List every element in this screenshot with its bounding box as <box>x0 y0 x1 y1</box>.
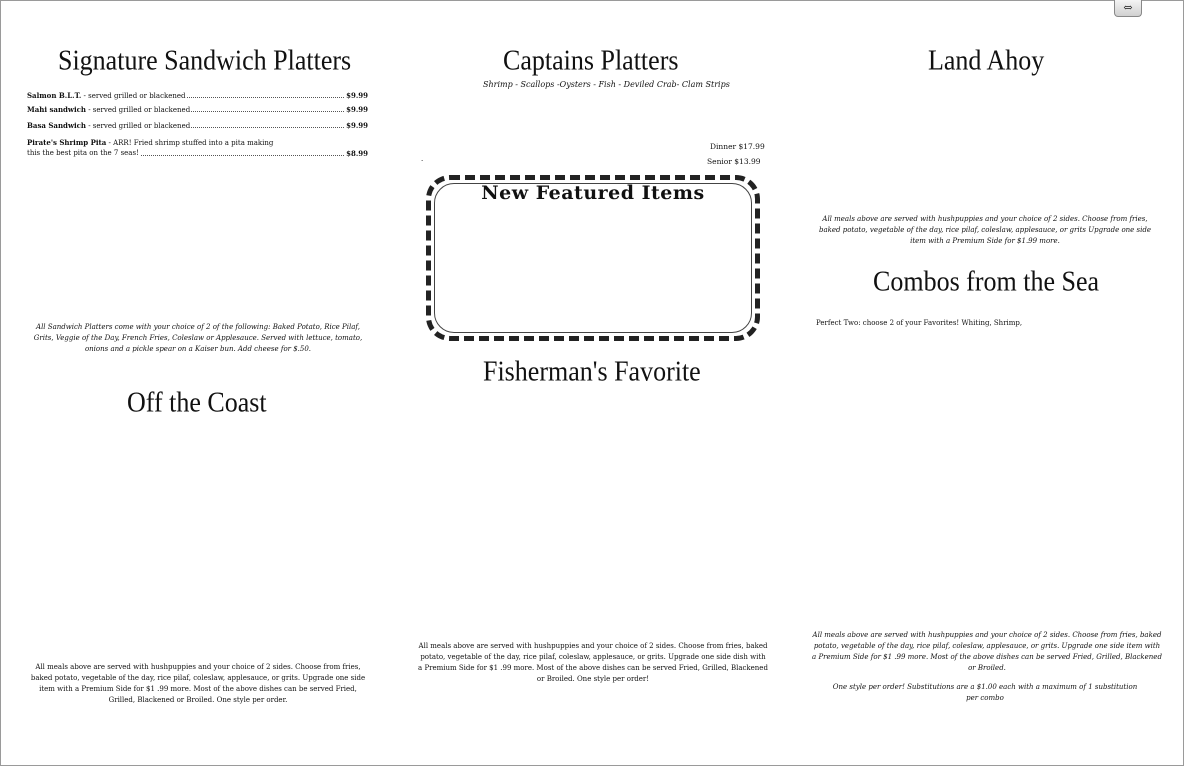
item-title: Mahi sandwich <box>27 105 86 114</box>
combo-note-2: One style per order! Substitutions are a $1.00 each with a maximum of 1 substitution per combo <box>832 683 1138 702</box>
item-price: $9.99 <box>346 121 368 130</box>
section-title-captains-platters: Captains Platters <box>503 44 679 77</box>
item-title: Salmon B.L.T. <box>27 91 82 100</box>
captains-dinner-price: Dinner $17.99 <box>710 142 765 151</box>
item-desc: - served grilled or blackened <box>85 106 191 114</box>
bullet-dot: · <box>421 157 424 165</box>
menu-item <box>27 90 368 101</box>
combo-note-1: All meals above are served with hushpuppies and your choice of 2 sides. Choose from fries, baked potato, vegetable of the day, rice pilaf, coleslaw, applesauce, or grits. Upgrade one side item with a Premium Side for $1 .99 more. Most of the above dishes can be served Fried, Grilled, Blackened or Broiled. <box>812 631 1162 672</box>
item-price: $9.99 <box>346 91 368 100</box>
menu-item <box>27 137 368 148</box>
combo-intro: Perfect Two: choose 2 of your Favorites! Whiting, Shrimp, <box>816 319 1023 327</box>
featured-inner-border <box>434 183 752 333</box>
menu-item <box>27 148 368 159</box>
section-title-combos-from-the-sea: Combos from the Sea <box>873 265 1100 298</box>
item-desc: - ARR! Fried shrimp stuffed into a pita making <box>106 139 274 147</box>
land-note: All meals above are served with hushpuppies and your choice of 2 sides. Choose from fries, baked potato, vegetable of the day, rice pilaf, coleslaw, applesauce, or grits Upgrade one side item with a Premium Side for $1.99 more. <box>818 215 1152 245</box>
item-desc: - served grilled or blackened <box>85 122 191 130</box>
item-desc: this the best pita on the 7 seas! <box>27 149 139 157</box>
fisherman-note: All meals above are served with hushpuppies and your choice of 2 sides. Choose from fries, baked potato, vegetable of the day, rice pilaf, coleslaw, applesauce, or grits. Upgrade one side dish with a Premium Side for $1 .99 more. Most of the above dishes can be served Fried, Grilled, Blackened or Broiled. One style per order! <box>418 642 768 683</box>
item-title: Pirate's Shrimp Pita <box>27 138 107 147</box>
menu-item <box>27 104 368 115</box>
section-title-off-the-coast: Off the Coast <box>127 386 267 419</box>
featured-title: New Featured Items <box>481 182 705 204</box>
section-title-fishermans-favorite: Fisherman's Favorite <box>483 355 701 388</box>
section-title-land-ahoy: Land Ahoy <box>928 44 1045 77</box>
section-title-signature-sandwich-platters: Signature Sandwich Platters <box>58 44 352 77</box>
featured-items-box <box>426 175 760 341</box>
item-name <box>27 148 140 159</box>
item-desc: - served grilled or blackened <box>81 92 186 100</box>
captains-senior-price: Senior $13.99 <box>707 157 761 166</box>
captains-subtitle: Shrimp - Scallops -Oysters - Fish - Deviled Crab- Clam Strips <box>483 80 730 89</box>
menu-item <box>27 120 368 131</box>
expand-arrows-icon[interactable]: ⇔ <box>1114 0 1142 17</box>
item-name <box>27 120 191 132</box>
item-price: $9.99 <box>346 105 368 114</box>
item-name <box>27 104 191 116</box>
item-name <box>27 90 187 102</box>
item-price: $8.99 <box>346 149 368 158</box>
item-title: Basa Sandwich <box>27 121 86 130</box>
sandwich-note: All Sandwich Platters come with your choice of 2 of the following: Baked Potato, Rice Pilaf, Grits, Veggie of the Day, French Fries, Coleslaw or Applesauce. Served with lettuce, tomato, onions and a pickle spear on a Kaiser bun. Add cheese for $.50. <box>33 323 363 353</box>
coast-note: All meals above are served with hushpuppies and your choice of 2 sides. Choose from fries, baked potato, vegetable of the day, rice pilaf, coleslaw, applesauce, or grits. Upgrade one side item with a Premium Side for $1 .99 more. Most of the above dishes can be served Fried, Grilled, Blackened or Broiled. One style per order. <box>30 663 366 704</box>
